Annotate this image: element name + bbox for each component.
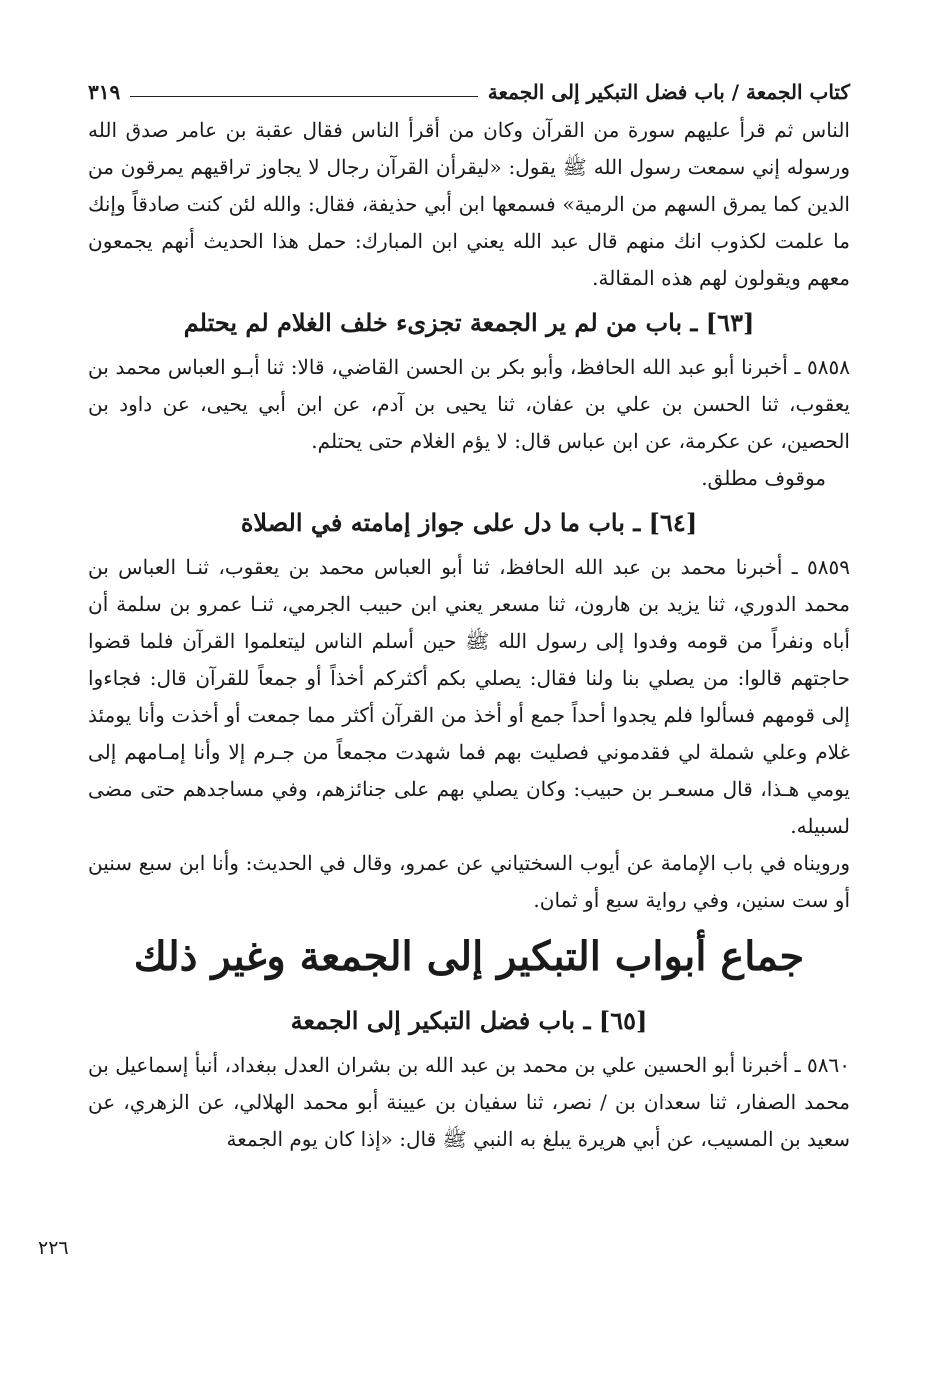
header-title: كتاب الجمعة / باب فضل التبكير إلى الجمعة xyxy=(487,80,850,104)
header-rule xyxy=(130,96,478,97)
running-header xyxy=(88,72,850,112)
page-number: ٣١٩ xyxy=(88,80,121,104)
section-heading-63: [٦٣] ـ باب من لم ير الجمعة تجزىء خلف الغلام لم يحتلم xyxy=(183,308,755,337)
hadith-note: موقوف مطلق. xyxy=(701,466,826,490)
paragraph-continuation: الناس ثم قرأ عليهم سورة من القرآن وكان من أقرأ الناس فقال عقبة بن عامر صدق الله ورسوله إني سمعت رسول الله ﷺ يقول: «ليقرأن القرآن رجال لا يجاوز تراقيهم يمرقون من الدين كما يمرق السهم من الرمية» فسمعها ابن أبي حذيفة، فقال: والله لئن كنت صادقاً وإنك ما علمت لكذوب انك منهم قال عبد الله يعني ابن المبارك: حمل هذا الحديث أنهم يجمعون معهم ويقولون لهم هذه المقالة. xyxy=(88,118,850,290)
margin-page-reference: ٢٢٦ xyxy=(38,1237,69,1259)
page-content xyxy=(88,72,850,1158)
riwaya-note: ورويناه في باب الإمامة عن أيوب السختياني عن عمرو، وقال في الحديث: وأنا ابن سبع سنين أو ست سنين، وفي رواية سبع أو ثمان. xyxy=(88,851,850,912)
hadith-5858: ٥٨٥٨ ـ أخبرنا أبو عبد الله الحافظ، وأبو بكر بن الحسن القاضي، قالا: ثنا أبـو العباس محمد بن يعقوب، ثنا الحسن بن علي بن عفان، ثنا يحيى بن آدم، عن ابن أبي يحيى، عن داود بن الحصين، عن عكرمة، عن ابن عباس قال: لا يؤم الغلام حتى يحتلم. xyxy=(88,355,850,453)
section-heading-65: [٦٥] ـ باب فضل التبكير إلى الجمعة xyxy=(290,1006,648,1035)
section-heading-64: [٦٤] ـ باب ما دل على جواز إمامته في الصلاة xyxy=(240,508,698,537)
hadith-5859: ٥٨٥٩ ـ أخبرنا محمد بن عبد الله الحافظ، ثنا أبو العباس محمد بن يعقوب، ثنـا العباس بن محمد الدوري، ثنا يزيد بن هارون، ثنا مسعر يعني ابن حبيب الجرمي، ثنـا عمرو بن سلمة أن أباه ونفراً من قومه وفدوا إلى رسول الله ﷺ حين أسلم الناس ليتعلموا القرآن فلما قضوا حاجتهم قالوا: من يصلي بنا ولنا فقال: يصلي بكم أكثركم أخذاً أو جمعاً للقرآن قال: فجاءوا إلى قومهم فسألوا فلم يجدوا أحداً جمع أو أخذ من القرآن أكثر مما جمعت أو أخذت وأنا يومئذ غلام وعلي شملة لي فقدموني فصليت بهم فما شهدت مجمعاً من جـرم إلا وأنا إمـامهم إلى يومي هـذا، قال مسعـر بن حبيب: وكان يصلي بهم على جنائزهم، وفي مساجدهم حتى مضى لسبيله. xyxy=(88,555,850,838)
chapter-heading: جماع أبواب التبكير إلى الجمعة وغير ذلك xyxy=(133,933,805,980)
hadith-5860: ٥٨٦٠ ـ أخبرنا أبو الحسين علي بن محمد بن عبد الله بن بشران العدل ببغداد، أنبأ إسماعيل بن محمد الصفار، ثنا سعدان بن / نصر، ثنا سفيان بن عيينة أبو محمد الهلالي، عن الزهري، عن سعيد بن المسيب، عن أبي هريرة يبلغ به النبي ﷺ قال: «إذا كان يوم الجمعة xyxy=(88,1053,850,1151)
